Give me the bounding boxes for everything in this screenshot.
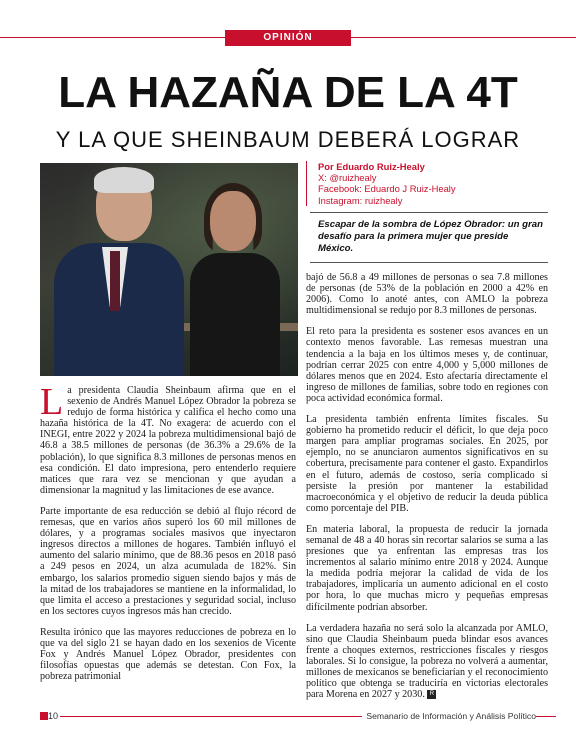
photo-woman-head [210,191,256,251]
byline [318,161,548,206]
body-paragraph: En materia laboral, la propuesta de reducir la jornada semanal de 48 a 40 horas sin recortar salarios se suma a las presiones que ya enfrentan las empresas tras los incrementos al salario mínimo entre 2018 y 2024. Aunque la medida podría mejorar la calidad de vida de los trabajadores, implicaría un aumento adicional en el costo por hora, lo que muchas micro y pequeñas empresas difícilmente podrían absorber. [306,523,548,613]
body-paragraph: bajó de 56.8 a 49 millones de personas o sea 7.8 millones de personas (de 53% de la población en 2000 a 42% en 2006). Como lo anoté antes, con AMLO la pobreza multidimensional se redujo por 8.3 millones de personas. [306,272,548,317]
subheadline: Y LA QUE SHEINBAUM DEBERÁ LOGRAR [55,127,521,152]
body-column-left [40,381,296,692]
body-paragraph: La verdadera hazaña no será solo la alcanzada por AMLO, sino que Claudia Sheinbaum pueda blindar esos avances frente a choques externos, restricciones fiscales y riesgos laborales. Si lo consigue, la pobreza no volverá a aumentar, millones de mexicanos se beneficiarían y el reconocimiento político que obtenga se traduciría en victorias electorales para Morena en 2027 y 2030. R [306,622,548,701]
body-paragraph: La presidenta también enfrenta límites fiscales. Su gobierno ha prometido reducir el déficit, lo que deja poco margen para ampliar programas sociales. En 2025, por ejemplo, no se anunciaron aumentos significativos en su cobertura, precisamente para contener el gasto. Expandirlos en el futuro, además de costoso, sería complicado si persiste la presión por mantener la estabilidad macroeconómica y el objetivo de reducir la deuda pública como porcentaje del PIB. [306,414,548,514]
body-paragraph: Parte importante de esa reducción se debió al flujo récord de remesas, que en varios años superó los 60 mil millones de dólares, y a programas sociales masivos que inyectaron ingresos directos a millones de hogares. También influyó el aumento del salario mínimo, que de 88.36 pesos en 2018 pasó a 249 pesos en 2024, un alza acumulada de 182%. Sin embargo, los salarios promedio siguen siendo bajos y más de la mitad de los trabajadores se mantiene en la informalidad, lo que limita el acceso a prestaciones y seguridad social, incluso en los sectores cuyos ingresos más han crecido. [40,505,296,617]
photo-man-tie [110,251,120,311]
byline-facebook: Facebook: Eduardo J Ruiz-Healy [318,183,456,195]
footer-square-icon [40,712,48,720]
headline: LA HAZAÑA DE LA 4T [58,68,518,117]
photo-woman-body [190,253,280,376]
section-tag: OPINIÓN [225,30,351,46]
body-paragraph: Resulta irónico que las mayores reducciones de pobreza en lo que va del siglo 21 se hayan dado en los sexenios de Vicente Fox y Andrés Manuel López Obrador, presidentes con filosofías opuestas que además se detestan. Con Fox, la pobreza patrimonial [40,626,296,683]
byline-x-handle: X: @ruizhealy [318,172,377,184]
byline-divider [306,161,307,206]
photo-man-hair [94,167,154,193]
byline-author: Por Eduardo Ruiz-Healy [318,161,425,172]
pull-quote-top-rule [310,212,548,213]
body-paragraph: El reto para la presidenta es sostener esos avances en un contexto menos favorable. Las remesas muestran una tendencia a la baja en los últimos meses y, de continuar, podrían cerrar 2025 con entre 4,000 y 5,000 millones de dólares menos que en 2024. Esto afectaría directamente el ingreso de millones de familias, sobre todo en regiones con poca actividad económica formal. [306,326,548,404]
footer-publication: Semanario de Información y Análisis Político [362,711,536,721]
article-photo [40,163,298,376]
end-mark-icon: R [427,690,436,699]
pull-quote-bottom-rule [310,262,548,263]
body-column-right [306,272,548,710]
byline-instagram: Instagram: ruizhealy [318,194,403,206]
body-paragraph: La presidenta Claudia Sheinbaum afirma que en el sexenio de Andrés Manuel López Obrador la pobreza se redujo de forma histórica y califica el hecho como una hazaña histórica de la 4T. No exagera: de acuerdo con el INEGI, entre 2022 y 2024 la pobreza multidimensional bajó de 46.8 a 38.5 millones de personas (de 36.3% a 29.6% de la población), lo que significa 8.3 millones de personas menos en esa condición. El dato impresiona, pero entenderlo requiere matices que rara vez se mencionan y que ayudan a dimensionar la magnitud y las limitaciones de ese avance. [40,381,296,496]
drop-cap: L [40,381,64,423]
pull-quote: Escapar de la sombra de López Obrador: un gran desafío para la primera mujer que preside México. [318,219,543,255]
page-number: 10 [48,711,59,721]
